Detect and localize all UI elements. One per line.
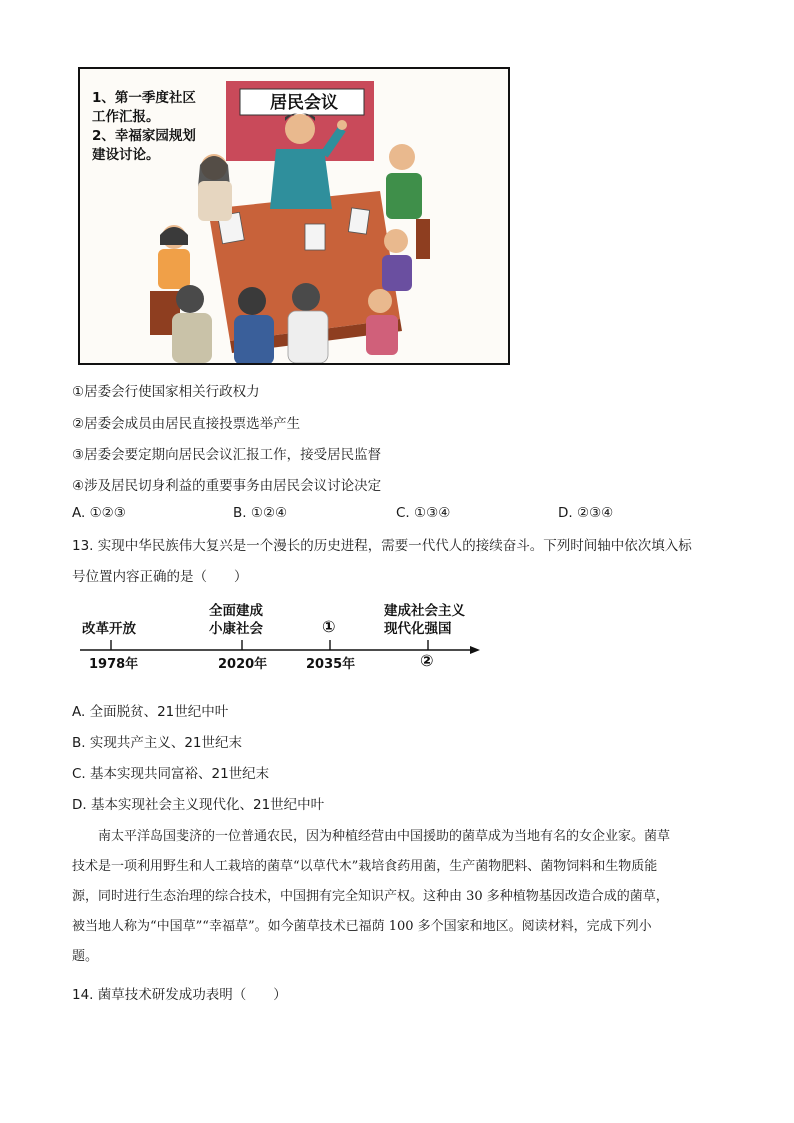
material-line: 南太平洋岛国斐济的一位普通农民，因为种植经营由中国援助的菌草成为当地有名的女企业家。菌草 xyxy=(98,829,671,844)
label-modern-line1: 建成社会主义 xyxy=(384,603,465,619)
person-head xyxy=(292,283,320,311)
person-head xyxy=(238,287,266,315)
agenda-line: 建设讨论。 xyxy=(92,147,160,163)
statement-3: ③居委会要定期向居民会议汇报工作，接受居民监督 xyxy=(72,447,382,463)
option-d[interactable]: D. ②③④ xyxy=(558,505,614,521)
option-c[interactable]: C. ①③④ xyxy=(396,505,451,521)
person-head xyxy=(368,289,392,313)
banner-title: 居民会议 xyxy=(270,93,338,113)
year-1978: 1978年 xyxy=(89,657,139,672)
person-body xyxy=(234,315,274,363)
paper xyxy=(305,224,325,250)
person-head xyxy=(384,229,408,253)
material-line: 题。 xyxy=(72,949,99,964)
material-line: 被当地人称为“中国草”“幸福草”。如今菌草技术已福荫 100 多个国家和地区。阅读材料，完成下列小 xyxy=(72,919,652,934)
option-b[interactable]: B. ①②④ xyxy=(233,505,288,521)
statement-2: ②居委会成员由居民直接投票选举产生 xyxy=(72,416,301,432)
blank-marker-1: ① xyxy=(322,617,336,636)
speaker-hand xyxy=(337,120,347,130)
person-body xyxy=(382,255,412,291)
person-body xyxy=(386,173,422,219)
label-reform-opening: 改革开放 xyxy=(82,621,136,637)
agenda-line: 工作汇报。 xyxy=(92,109,160,125)
statement-4: ④涉及居民切身利益的重要事务由居民会议讨论决定 xyxy=(72,478,382,494)
q13-option-b[interactable]: B. 实现共产主义、21世纪末 xyxy=(72,735,243,751)
option-a[interactable]: A. ①②③ xyxy=(72,505,126,521)
statement-1: ①居委会行使国家相关行政权力 xyxy=(72,384,260,400)
person-body xyxy=(288,311,328,363)
q13-option-c[interactable]: C. 基本实现共同富裕、21世纪末 xyxy=(72,766,270,782)
residents-meeting-illustration xyxy=(78,67,510,365)
q13-stem-line2: 号位置内容正确的是（ ） xyxy=(72,569,248,585)
q13-option-d[interactable]: D. 基本实现社会主义现代化、21世纪中叶 xyxy=(72,797,325,813)
blank-marker-2: ② xyxy=(420,651,434,670)
q14-stem: 14. 菌草技术研发成功表明（ ） xyxy=(72,987,287,1003)
person-body xyxy=(198,181,232,221)
q13-stem-line1: 13. 实现中华民族伟大复兴是一个漫长的历史进程，需要一代代人的接续奋斗。下列时间轴中依次填入标 xyxy=(72,538,692,554)
person-body xyxy=(366,315,398,355)
label-build-line2: 小康社会 xyxy=(209,621,263,637)
speaker-body xyxy=(270,149,332,209)
label-build-line1: 全面建成 xyxy=(209,603,263,619)
person-body xyxy=(172,313,212,363)
chair-leg xyxy=(416,219,430,259)
person-hair xyxy=(160,227,188,245)
timeline xyxy=(76,600,486,675)
person-body xyxy=(158,249,190,289)
year-2035: 2035年 xyxy=(306,657,356,672)
agenda-line: 2、幸福家园规划 xyxy=(92,128,196,144)
material-line: 源，同时进行生态治理的综合技术，中国拥有完全知识产权。这种由 30 多种植物基因改造合成的菌草， xyxy=(72,889,669,904)
speaker-head xyxy=(285,114,315,144)
material-line: 技术是一项利用野生和人工栽培的菌草“以草代木”栽培食药用菌，生产菌物肥料、菌物饲料和生物质能 xyxy=(72,859,658,874)
q12-options xyxy=(72,505,722,525)
axis-arrow xyxy=(470,646,480,654)
reading-material xyxy=(72,822,724,972)
label-modern-line2: 现代化强国 xyxy=(384,621,452,637)
agenda-note xyxy=(92,89,232,165)
person-head xyxy=(389,144,415,170)
year-2020: 2020年 xyxy=(218,657,268,672)
agenda-line: 1、第一季度社区 xyxy=(92,90,196,106)
paper xyxy=(348,208,369,234)
person-head xyxy=(176,285,204,313)
q13-option-a[interactable]: A. 全面脱贫、21世纪中叶 xyxy=(72,704,229,720)
